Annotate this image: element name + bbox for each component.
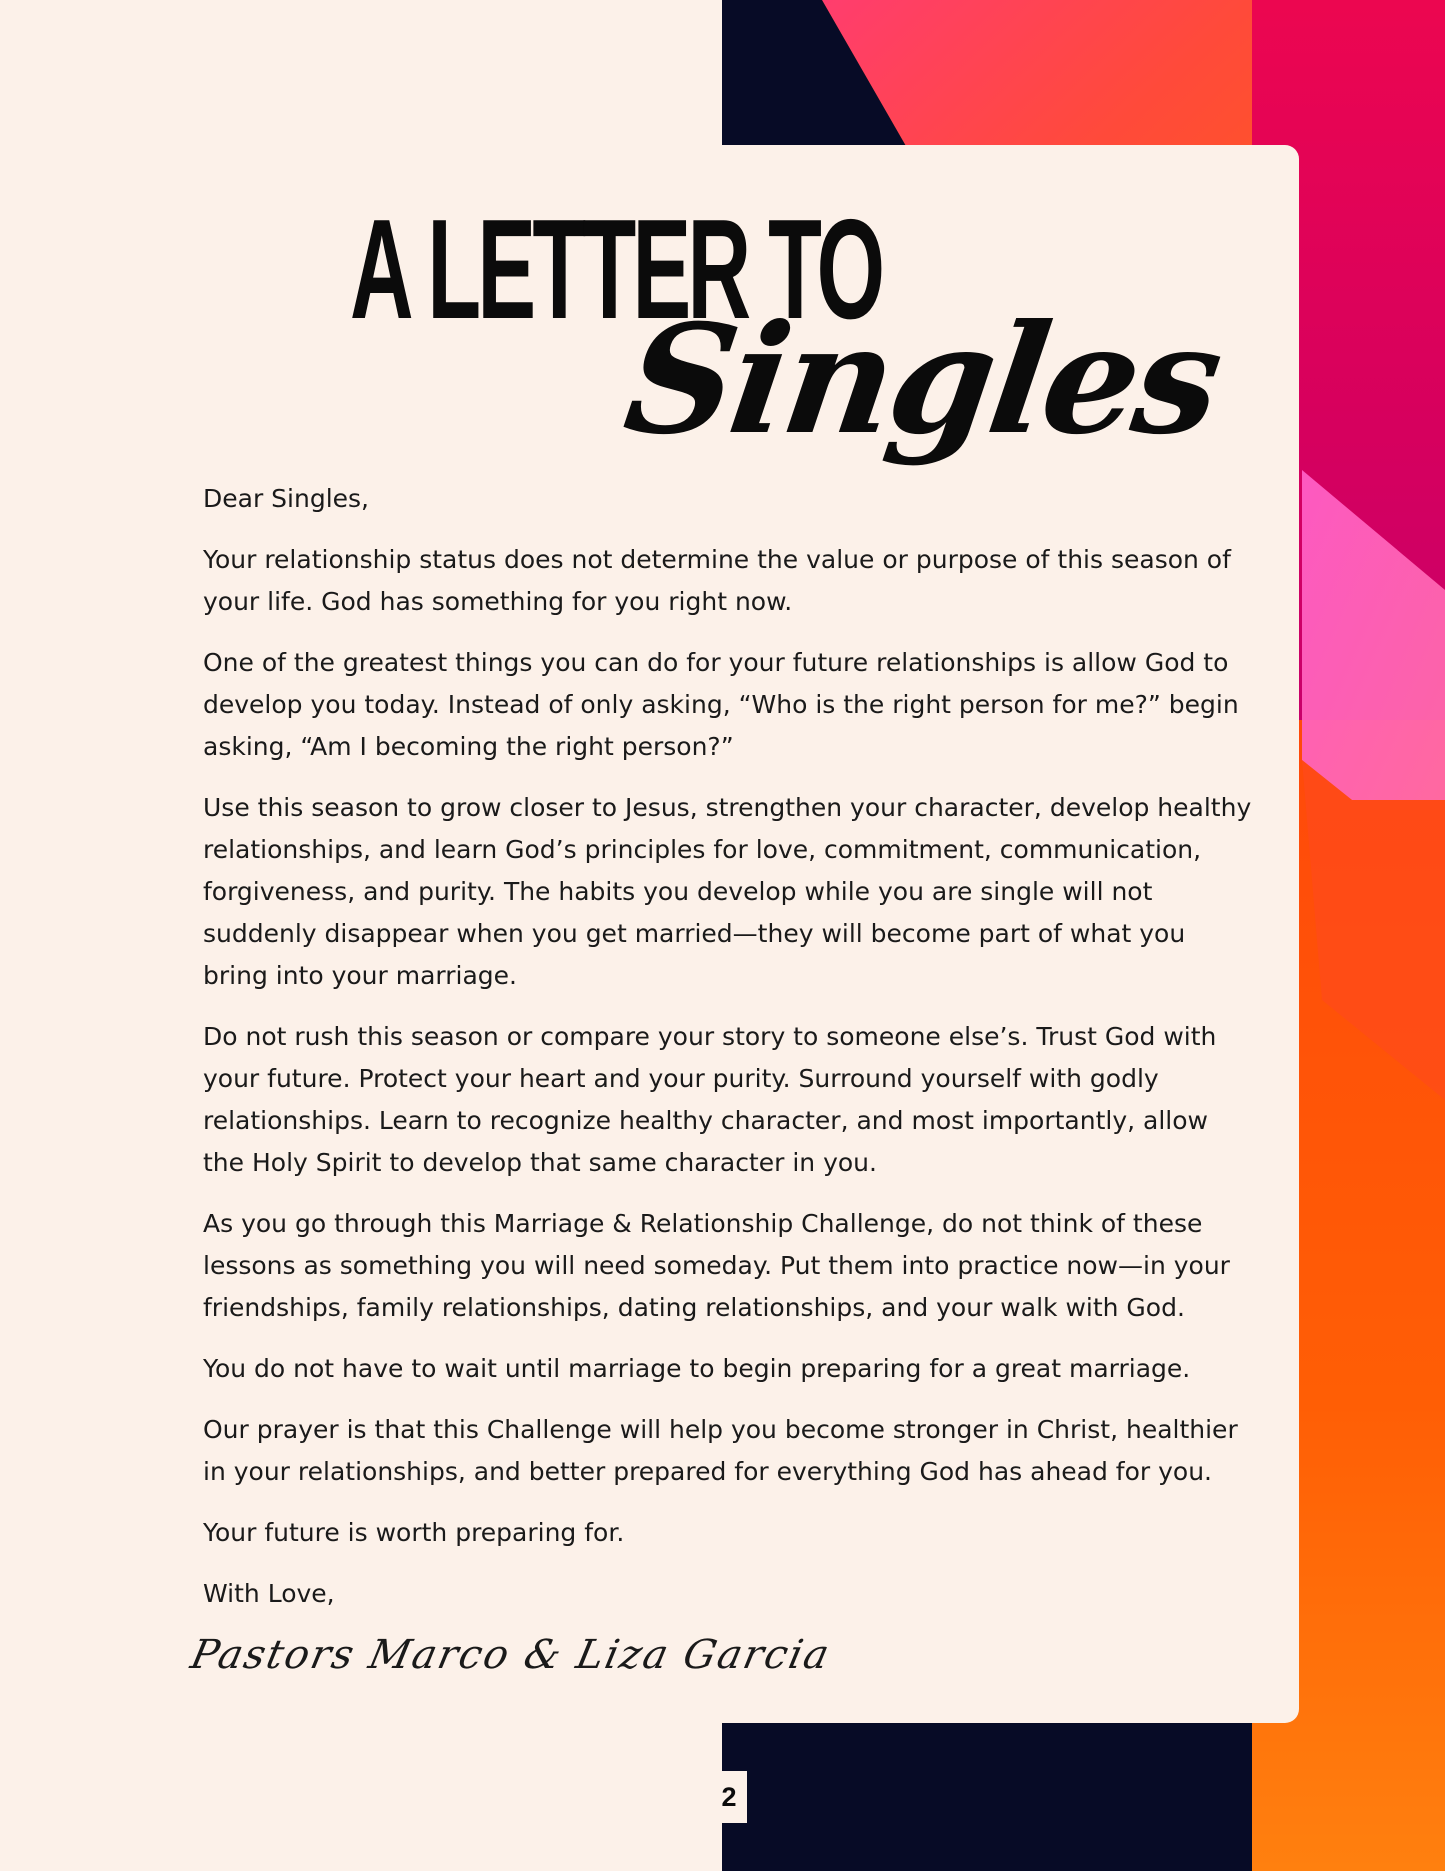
title-main-text: A LETTER TO (350, 190, 882, 349)
letter-paragraph: Our prayer is that this Challenge will help you become stronger in Christ, healthier in your relationships, and better prepared for everything God has ahead for you. (203, 1415, 1238, 1486)
letter-paragraph: One of the greatest things you can do for your future relationships is allow God to develop you today. Instead of only asking, “Who is the right person for me?” begin asking, “Am I becoming the right person?” (203, 648, 1239, 761)
page-title (340, 190, 1229, 520)
letter-greeting: Dear Singles, (203, 484, 370, 513)
letter-paragraph: As you go through this Marriage & Relationship Challenge, do not think of these lessons as something you will need someday. Put them into practice now—in your friendships, family relationships, dating relationships, and your walk with God. (203, 1209, 1230, 1322)
letter-paragraph: Use this season to grow closer to Jesus, strengthen your character, develop healthy relationships, and learn God’s principles for love, commitment, communication, forgiveness, and purity. The habits you develop while you are single will not suddenly disappear when you get married—they will become part of what you bring into your marriage. (203, 793, 1252, 990)
letter-body (203, 478, 1253, 1634)
page-number: 2 (711, 1771, 747, 1823)
letter-closing: With Love, (203, 1579, 335, 1608)
letter-paragraph: Do not rush this season or compare your story to someone else’s. Trust God with your future. Protect your heart and your purity. Surround yourself with godly relationships. Learn to recognize healthy character, and most importantly, allow the Holy Spirit to develop that same character in you. (203, 1022, 1217, 1177)
signature: Pastors Marco & Liza Garcia (186, 1632, 835, 1678)
letter-paragraph: Your future is worth preparing for. (203, 1518, 625, 1547)
title-script-text: Singles (615, 292, 1229, 468)
letter-paragraph: Your relationship status does not determine the value or purpose of this season of your life. God has something for you right now. (203, 545, 1231, 616)
letter-paragraph: You do not have to wait until marriage to begin preparing for a great marriage. (203, 1354, 1191, 1383)
